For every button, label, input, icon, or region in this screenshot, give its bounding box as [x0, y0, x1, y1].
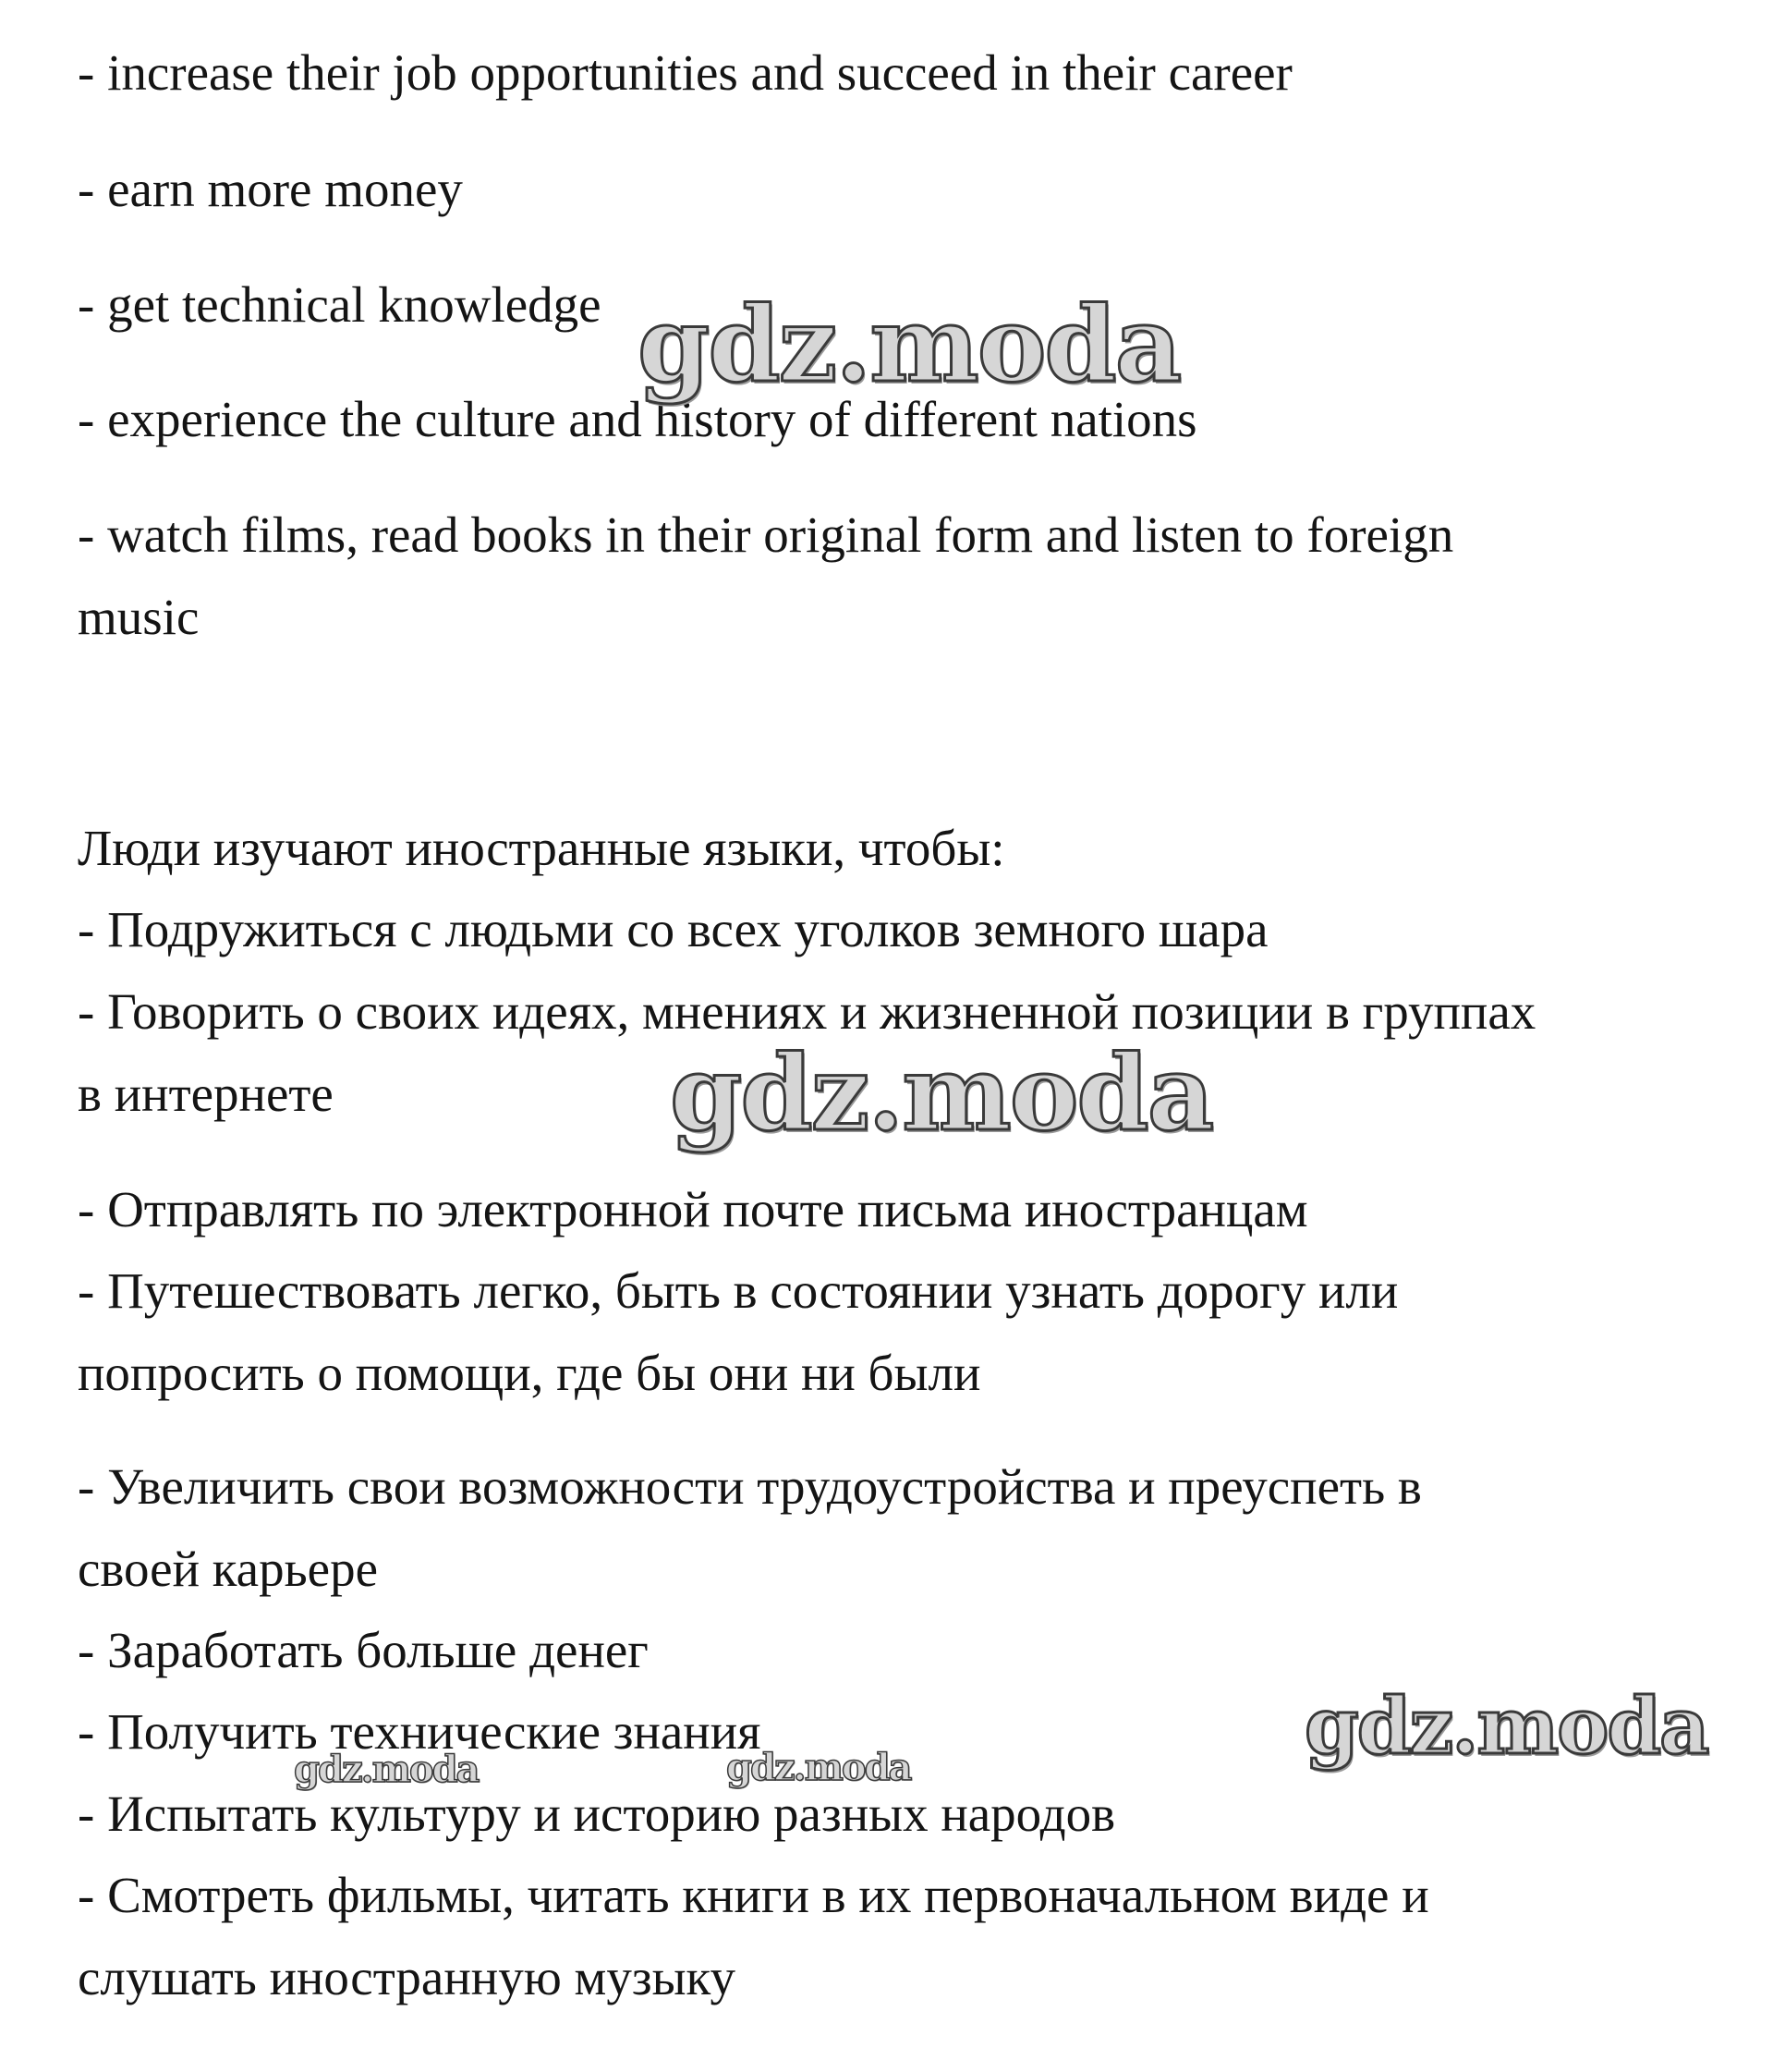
russian-item-films-books: - Смотреть фильмы, читать книги в их первоначальном виде и	[78, 1867, 1429, 1923]
russian-item-travel-continued: попросить о помощи, где бы они ни были	[78, 1345, 981, 1401]
watermark-logo-4: gdz.moda	[294, 1748, 479, 1791]
russian-item-job-opportunities: - Увеличить свои возможности трудоустройства и преуспеть в	[78, 1458, 1422, 1515]
russian-item-job-opportunities-continued: своей карьере	[78, 1541, 378, 1597]
russian-item-earn-money: - Заработать больше денег	[78, 1622, 649, 1678]
russian-item-technical-knowledge: - Получить технические знания	[78, 1703, 761, 1760]
russian-intro: Люди изучают иностранные языки, чтобы:	[78, 820, 1005, 876]
english-item-films-books-music-continued: music	[78, 589, 200, 645]
russian-item-travel: - Путешествовать легко, быть в состоянии узнать дорогу или	[78, 1262, 1399, 1319]
watermark-logo-2: gdz.moda	[670, 1033, 1213, 1154]
watermark-logo-3: gdz.moda	[1305, 1680, 1708, 1772]
english-item-earn-money: - earn more money	[78, 161, 463, 217]
russian-item-talk-ideas: - Говорить о своих идеях, мнениях и жизненной позиции в группах	[78, 983, 1536, 1040]
watermark-logo-5: gdz.moda	[726, 1746, 911, 1789]
english-item-culture-history: - experience the culture and history of different nations	[78, 391, 1197, 447]
russian-item-talk-ideas-continued: в интернете	[78, 1066, 334, 1122]
watermark-logo-1: gdz.moda	[638, 285, 1181, 406]
english-item-job-opportunities: - increase their job opportunities and succeed in their career	[78, 44, 1293, 101]
russian-item-make-friends: - Подружиться с людьми со всех уголков земного шара	[78, 901, 1269, 957]
english-item-films-books-music: - watch films, read books in their original form and listen to foreign	[78, 506, 1454, 563]
russian-item-culture-history: - Испытать культуру и историю разных народов	[78, 1786, 1116, 1842]
english-item-technical-knowledge: - get technical knowledge	[78, 276, 601, 333]
russian-item-email-letters: - Отправлять по электронной почте письма иностранцам	[78, 1181, 1308, 1237]
russian-item-films-books-continued: слушать иностранную музыку	[78, 1949, 735, 2005]
